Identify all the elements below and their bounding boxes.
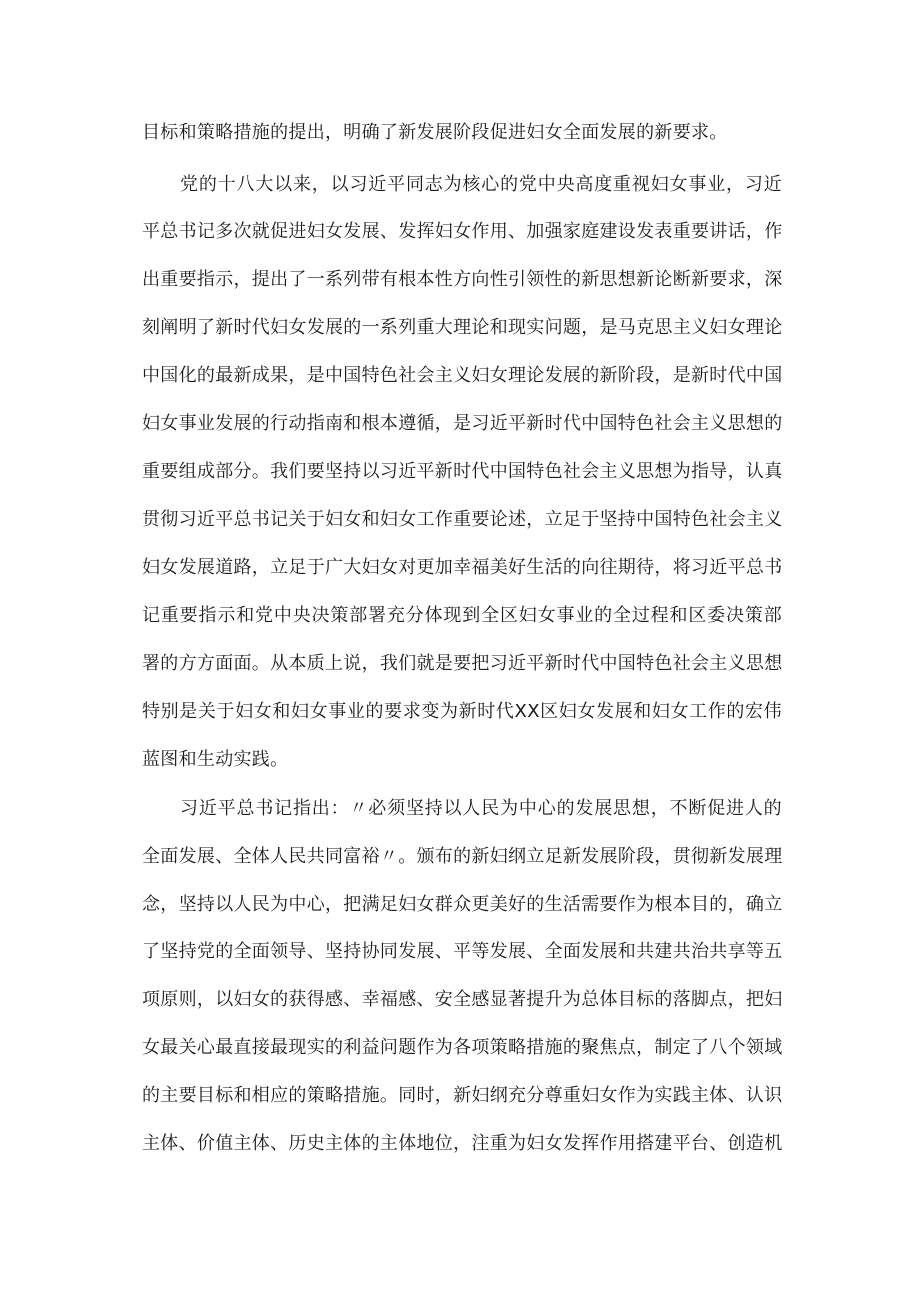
text-line: 妇女发展道路，立足于广大妇女对更加幸福美好生活的向往期待，将习近平总书 (142, 557, 783, 578)
text-line: 了坚持党的全面领导、坚持协同发展、平等发展、全面发展和共建共治共享等五 (142, 941, 783, 962)
text-line: 念，坚持以人民为中心，把满足妇女群众更美好的生活需要作为根本目的，确立 (142, 894, 783, 915)
text-line: 刻阐明了新时代妇女发展的一系列重大理论和现实问题，是马克思主义妇女理论 (142, 317, 783, 338)
text-line: 蓝图和生动实践。 (142, 749, 289, 770)
text-line: 平总书记多次就促进妇女发展、发挥妇女作用、加强家庭建设发表重要讲话，作 (142, 221, 783, 242)
text-line: 习近平总书记指出：〃必须坚持以人民为中心的发展思想，不断促进人的 (180, 798, 782, 819)
text-line: 出重要指示，提出了一系列带有根本性方向性引领性的新思想新论断新要求，深 (142, 269, 783, 290)
text-line: 的主要目标和相应的策略措施。同时，新妇纲充分尊重妇女作为实践主体、认识 (142, 1085, 783, 1106)
text-line: 中国化的最新成果，是中国特色社会主义妇女理论发展的新阶段，是新时代中国 (142, 365, 783, 386)
text-line: 项原则，以妇女的获得感、幸福感、安全感显著提升为总体目标的落脚点，把妇 (142, 989, 783, 1010)
text-line: 署的方方面面。从本质上说，我们就是要把习近平新时代中国特色社会主义思想 (142, 653, 783, 674)
text-line: 主体、价值主体、历史主体的主体地位，注重为妇女发挥作用搭建平台、创造机 (142, 1133, 783, 1154)
text-line: 目标和策略措施的提出，明确了新发展阶段促进妇女全面发展的新要求。 (142, 122, 728, 143)
text-line: 贯彻习近平总书记关于妇女和妇女工作重要论述，立足于坚持中国特色社会主义 (142, 509, 783, 530)
text-line: 重要组成部分。我们要坚持以习近平新时代中国特色社会主义思想为指导，认真 (142, 461, 783, 482)
text-line: 特别是关于妇女和妇女事业的要求变为新时代XX区妇女发展和妇女工作的宏伟 (142, 701, 782, 722)
text-line: 记重要指示和党中央决策部署充分体现到全区妇女事业的全过程和区委决策部 (142, 605, 782, 626)
text-line: 全面发展、全体人民共同富裕〃。颁布的新妇纲立足新发展阶段，贯彻新发展理 (142, 846, 783, 867)
text-line: 女最关心最直接最现实的利益问题作为各项策略措施的聚焦点，制定了八个领域 (142, 1037, 783, 1058)
text-line: 党的十八大以来，以习近平同志为核心的党中央高度重视妇女事业，习近 (180, 174, 782, 195)
text-line: 妇女事业发展的行动指南和根本遵循，是习近平新时代中国特色社会主义思想的 (142, 413, 783, 434)
